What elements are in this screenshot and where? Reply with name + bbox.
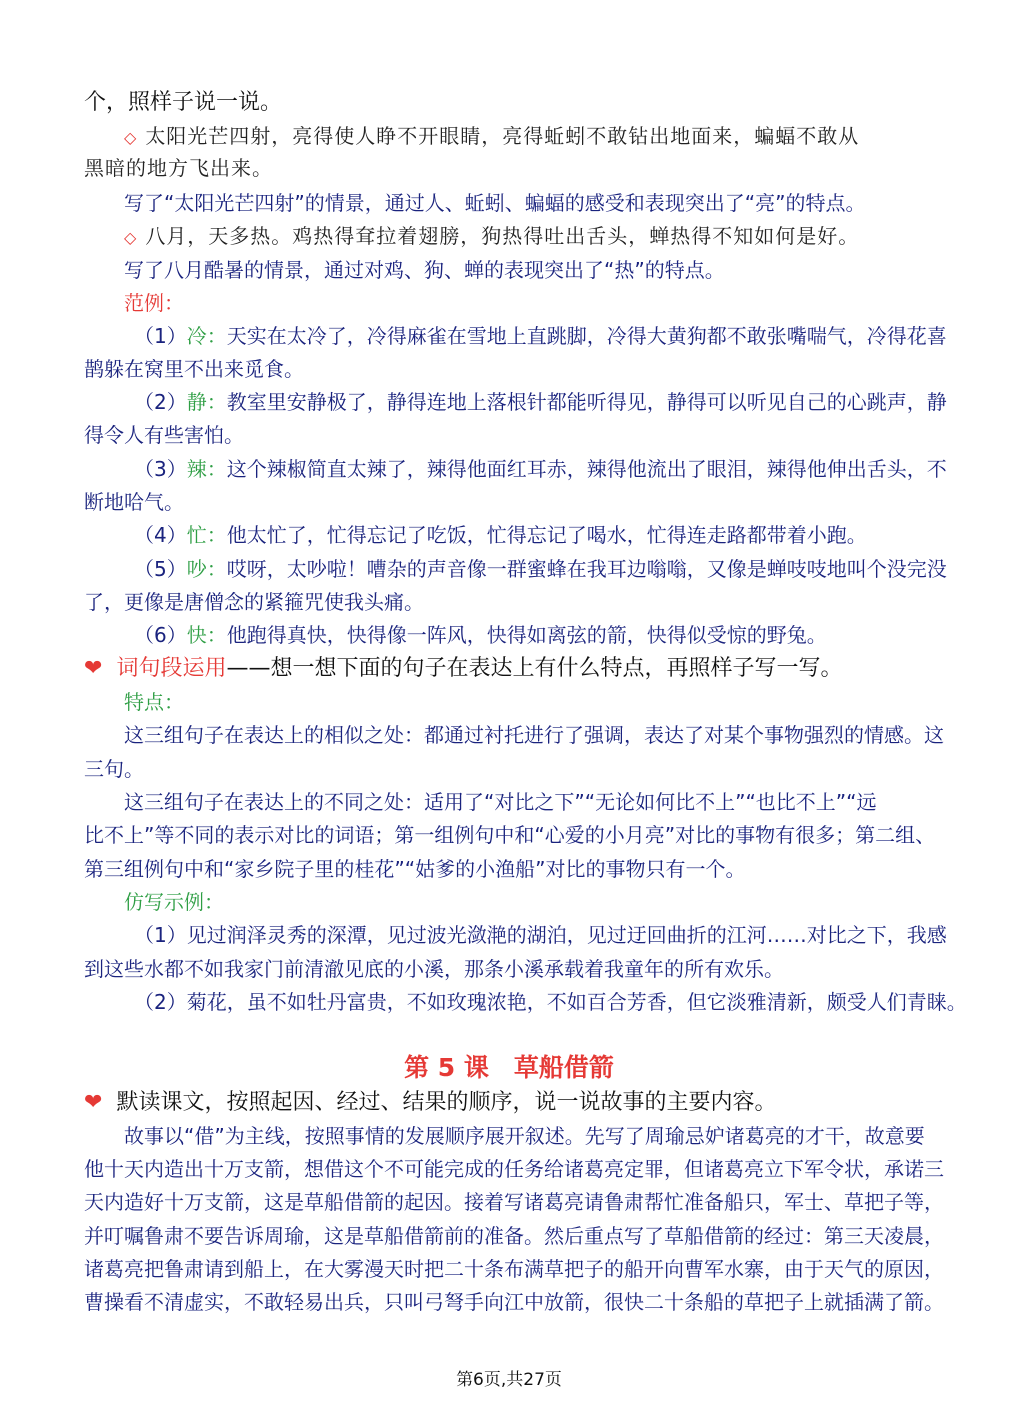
example-item: （2）静：教室里安静极了，静得连地上落根针都能听得见，静得可以听见自己的心跳声，静 — [134, 390, 947, 414]
example-sentence: ◇ 八月，天多热。鸡热得耷拉着翅膀，狗热得吐出舌头，蝉热得不知如何是好。 — [124, 224, 860, 248]
paragraph-line: 比不上”等不同的表示对比的词语；第一组例句中和“心爱的小月亮”对比的事物有很多；第二组、 — [84, 823, 936, 847]
imitation-item: （2）菊花，虽不如牡丹富贵，不如玫瑰浓艳，不如百合芳香，但它淡雅清新，颇受人们青睐。 — [134, 990, 967, 1014]
example-item-cont: 断地哈气。 — [84, 490, 184, 514]
example-item: （1）冷：天实在太冷了，冷得麻雀在雪地上直跳脚，冷得大黄狗都不敢张嘴喘气，冷得花喜 — [134, 324, 947, 348]
section-heading: ❤ 默读课文，按照起因、经过、结果的顺序，说一说故事的主要内容。 — [84, 1090, 777, 1115]
summary-line: 天内造好十万支箭，这是草船借箭的起因。接着写诸葛亮请鲁肃帮忙准备船只，军士、草把子等， — [84, 1190, 944, 1214]
example-item-cont: 得令人有些害怕。 — [84, 423, 244, 447]
paragraph-line: 这三组句子在表达上的相似之处：都通过衬托进行了强调，表达了对某个事物强烈的情感。这 — [124, 723, 944, 747]
lesson-title: 第 5 课 草船借箭 — [404, 1053, 614, 1082]
imitation-item-cont: 到这些水都不如我家门前清澈见底的小溪，那条小溪承载着我童年的所有欢乐。 — [84, 957, 784, 981]
paragraph-line: 第三组例句中和“家乡院子里的桂花”“姑爹的小渔船”对比的事物只有一个。 — [84, 857, 746, 881]
section-heading: ❤ 词句段运用——想一想下面的句子在表达上有什么特点，再照样子写一写。 — [84, 656, 843, 681]
summary-line: 曹操看不清虚实，不敢轻易出兵，只叫弓弩手向江中放箭，很快二十条船的草把子上就插满了箭。 — [84, 1290, 944, 1314]
example-item: （5）吵：哎呀，太吵啦！嘈杂的声音像一群蜜蜂在我耳边嗡嗡，又像是蝉吱吱地叫个没完没 — [134, 557, 947, 581]
example-sentence: ◇ 太阳光芒四射，亮得使人睁不开眼睛，亮得蚯蚓不敢钻出地面来，蝙蝠不敢从 — [124, 124, 860, 148]
summary-line: 诸葛亮把鲁肃请到船上，在大雾漫天时把二十条布满草把子的船开向曹军水寨，由于天气的原因， — [84, 1257, 944, 1281]
example-item-cont: 鹊躲在窝里不出来觅食。 — [84, 357, 304, 381]
example-item: （3）辣：这个辣椒简直太辣了，辣得他面红耳赤，辣得他流出了眼泪，辣得他伸出舌头，不 — [134, 457, 947, 481]
section-label: 范例： — [124, 291, 184, 315]
diamond-icon: ◇ — [124, 228, 138, 247]
section-label: 仿写示例： — [124, 890, 224, 914]
summary-line: 并叮嘱鲁肃不要告诉周瑜，这是草船借箭前的准备。然后重点写了草船借箭的经过：第三天凌晨， — [84, 1224, 944, 1248]
example-item: （4）忙：他太忙了，忙得忘记了吃饭，忙得忘记了喝水，忙得连走路都带着小跑。 — [134, 523, 867, 547]
analysis-line: 写了“太阳光芒四射”的情景，通过人、蚯蚓、蝙蝠的感受和表现突出了“亮”的特点。 — [124, 191, 866, 215]
analysis-line: 写了八月酷暑的情景，通过对鸡、狗、蝉的表现突出了“热”的特点。 — [124, 258, 725, 282]
text-line: 个，照样子说一说。 — [84, 90, 283, 115]
heart-icon: ❤ — [84, 656, 103, 681]
example-item-cont: 了，更像是唐僧念的紧箍咒使我头痛。 — [84, 590, 424, 614]
heart-icon: ❤ — [84, 1090, 103, 1115]
summary-line: 故事以“借”为主线，按照事情的发展顺序展开叙述。先写了周瑜忌妒诸葛亮的才干，故意要 — [124, 1124, 925, 1148]
section-label: 特点： — [124, 690, 184, 714]
example-item: （6）快：他跑得真快，快得像一阵风，快得如离弦的箭，快得似受惊的野兔。 — [134, 623, 827, 647]
example-sentence-cont: 黑暗的地方飞出来。 — [84, 156, 273, 180]
diamond-icon: ◇ — [124, 128, 138, 147]
imitation-item: （1）见过润泽灵秀的深潭，见过波光潋滟的湖泊，见过迂回曲折的江河……对比之下，我感 — [134, 923, 947, 947]
page-number: 第6页,共27页 — [456, 1370, 562, 1390]
paragraph-line: 这三组句子在表达上的不同之处：适用了“对比之下”“无论如何比不上”“也比不上”“远 — [124, 790, 877, 814]
paragraph-line: 三句。 — [84, 757, 144, 781]
summary-line: 他十天内造出十万支箭，想借这个不可能完成的任务给诸葛亮定罪，但诸葛亮立下军令状，承诺三 — [84, 1157, 944, 1181]
